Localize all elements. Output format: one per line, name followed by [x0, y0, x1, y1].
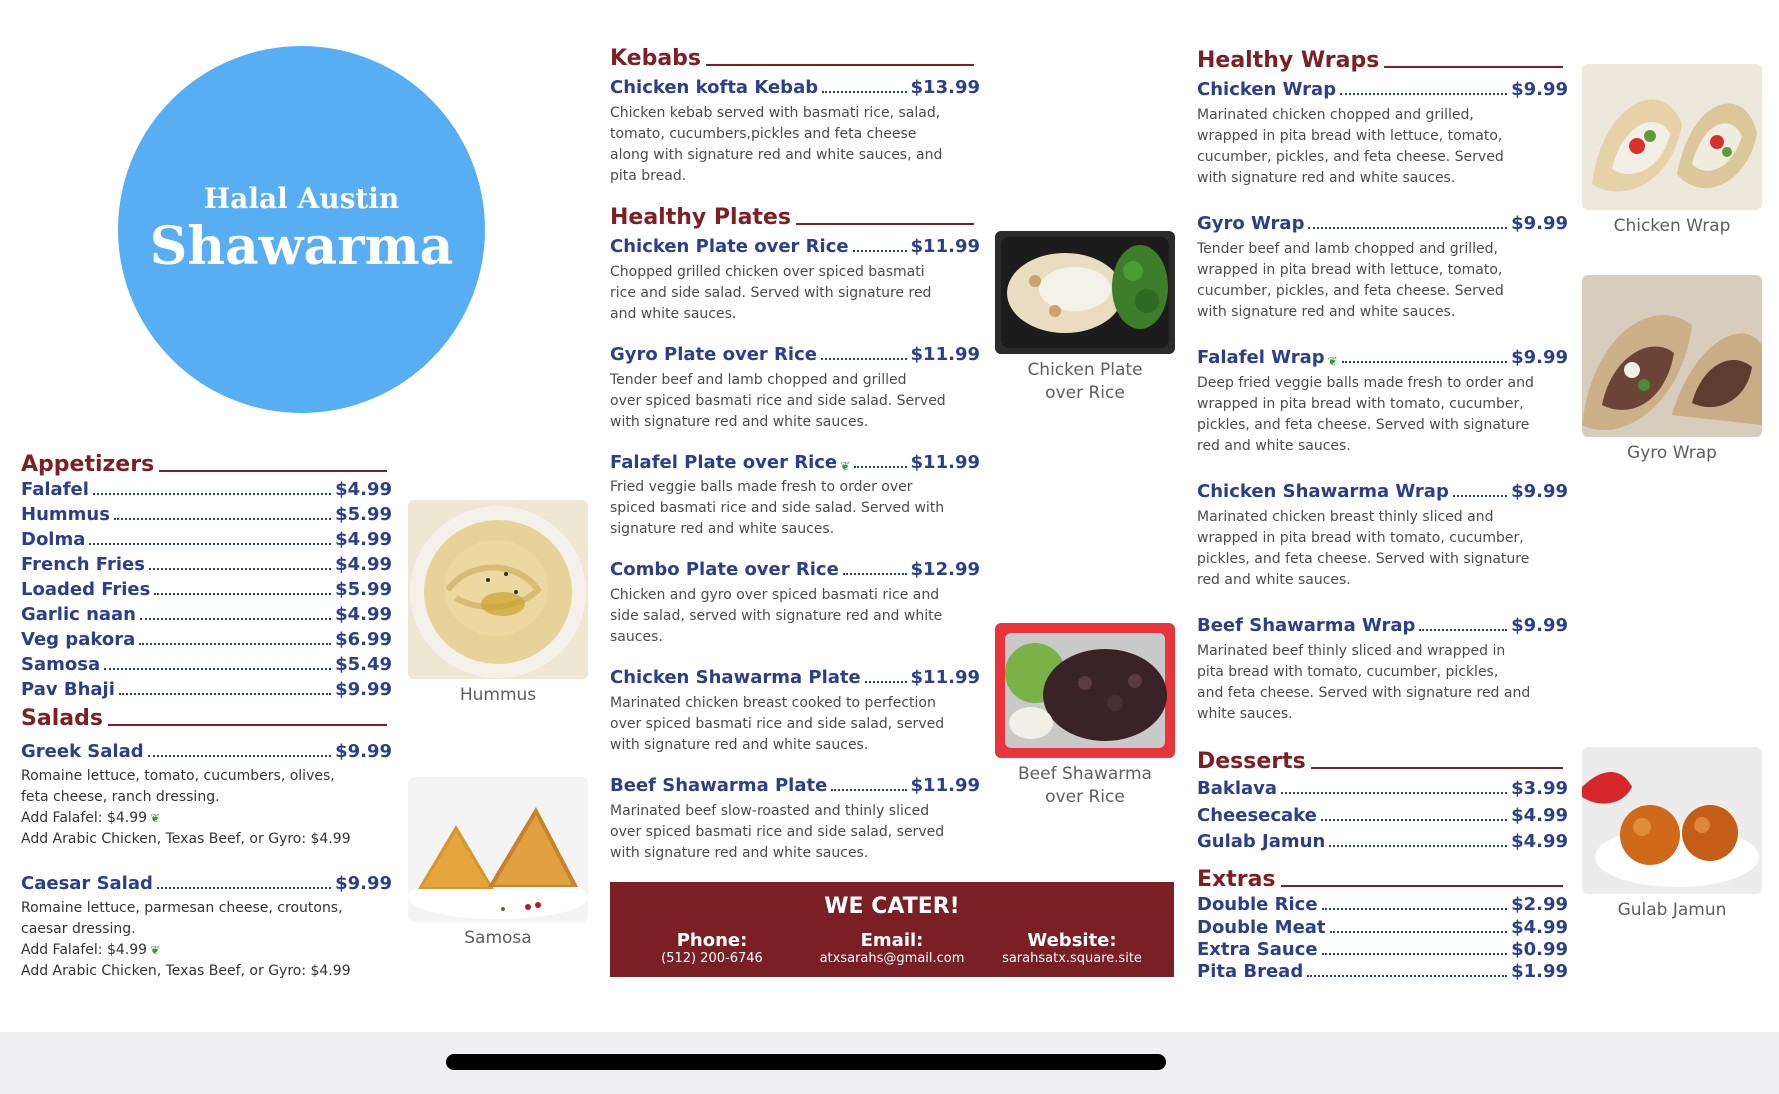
catering-website: [992, 930, 1152, 966]
extras-heading: Extras: [1197, 866, 1563, 892]
chicken-wrap-caption: Chicken Wrap: [1613, 216, 1731, 236]
gyro-plate-description: Tender beef and lamb chopped and grilled over spiced basmati rice and side salad. Served with signature red and white sauces.: [610, 372, 946, 430]
gyro-wrap-image: [1582, 275, 1762, 437]
menu-item-gulab-jamun: Gulab Jamun $4.99: [1197, 831, 1568, 852]
catering-email: [812, 930, 972, 966]
menu-item-dolma: Dolma $4.99: [21, 529, 392, 550]
gulab-jamun-caption: Gulab Jamun: [1617, 900, 1727, 920]
gulab-jamun-image: [1582, 747, 1762, 894]
chicken-plate-image: [995, 231, 1175, 354]
website-link[interactable]: sarahsatx.square.site: [1002, 951, 1142, 966]
menu-item-samosa: Samosa $5.49: [21, 654, 392, 675]
menu-item-chicken-shawarma-plate: Chicken Shawarma Plate $11.99: [610, 667, 980, 688]
hummus-caption: Hummus: [459, 685, 537, 705]
menu-item-double-meat: Double Meat $4.99: [1197, 917, 1568, 938]
chicken-plate-caption: Chicken Plate over Rice: [1027, 360, 1143, 403]
menu-item-beef-shawarma-wrap: Beef Shawarma Wrap $9.99: [1197, 615, 1568, 636]
falafel-wrap-description: Deep fried veggie balls made fresh to order and wrapped in pita bread with tomato, cucumber, pickles, and feta cheese. Served with signature red and white sauces.: [1197, 375, 1534, 454]
logo-top-text: Halal Austin: [203, 182, 400, 215]
menu-item-chicken-shawarma-wrap: Chicken Shawarma Wrap $9.99: [1197, 481, 1568, 502]
falafel-plate-description: Fried veggie balls made fresh to order over spiced basmati rice and side salad. Served with signature red and white sauces.: [610, 479, 945, 537]
samosa-caption: Samosa: [464, 928, 532, 948]
menu-item-falafel-wrap: Falafel Wrap ❦ $9.99: [1197, 347, 1568, 368]
chicken-kofta-kebab-description: Chicken kebab served with basmati rice, salad, tomato, cucumbers,pickles and feta cheese along with signature red and white sauces, and pita bread.: [610, 105, 943, 184]
caesar-salad-add-meat: Add Arabic Chicken, Texas Beef, or Gyro: $4.99: [21, 963, 351, 979]
beef-shawarma-plate-description: Marinated beef slow-roasted and thinly sliced over spiced basmati rice and side salad, served with signature red and white sauces.: [610, 803, 945, 861]
hummus-image: [408, 500, 588, 679]
menu-item-extra-sauce: Extra Sauce $0.99: [1197, 939, 1568, 960]
menu-item-chicken-kofta-kebab: Chicken kofta Kebab $13.99: [610, 77, 980, 98]
beef-shawarma-caption: Beef Shawarma over Rice: [1018, 764, 1152, 807]
desserts-heading: Desserts: [1197, 748, 1563, 774]
menu-item-greek-salad: Greek Salad $9.99: [21, 741, 392, 762]
menu-item-chicken-plate: Chicken Plate over Rice $11.99: [610, 236, 980, 257]
menu-item-gyro-wrap: Gyro Wrap $9.99: [1197, 213, 1568, 234]
phone-label: Phone:: [676, 930, 748, 951]
samosa-image: [408, 777, 588, 922]
kebabs-heading: Kebabs: [610, 45, 974, 71]
catering-title: WE CATER!: [824, 894, 960, 919]
healthy-wraps-heading: Healthy Wraps: [1197, 47, 1563, 73]
gyro-wrap-caption: Gyro Wrap: [1627, 443, 1717, 463]
beef-shawarma-image: [995, 623, 1175, 758]
chicken-shawarma-plate-description: Marinated chicken breast cooked to perfection over spiced basmati rice and side salad, served with signature red and white sauces.: [610, 695, 945, 753]
menu-item-combo-plate: Combo Plate over Rice $12.99: [610, 559, 980, 580]
menu-item-baklava: Baklava $3.99: [1197, 778, 1568, 799]
caesar-salad-add-falafel: Add Falafel: $4.99 ❦: [21, 942, 161, 958]
combo-plate-description: Chicken and gyro over spiced basmati rice and side salad, served with signature red and white sauces.: [610, 587, 943, 645]
gyro-wrap-description: Tender beef and lamb chopped and grilled, wrapped in pita bread with lettuce, tomato, cucumber, pickles, and feta cheese. Served with signature red and white sauces.: [1197, 241, 1504, 320]
catering-phone: [632, 930, 792, 966]
menu-item-garlic-naan: Garlic naan $4.99: [21, 604, 392, 625]
phone-number[interactable]: (512) 200-6746: [661, 951, 763, 966]
menu-item-chicken-wrap: Chicken Wrap $9.99: [1197, 79, 1568, 100]
appetizers-heading: Appetizers: [21, 451, 387, 477]
home-indicator[interactable]: [446, 1054, 1166, 1070]
chicken-wrap-description: Marinated chicken chopped and grilled, wrapped in pita bread with lettuce, tomato, cucumber, pickles, and feta cheese. Served with signature red and white sauces.: [1197, 107, 1504, 186]
email-label: Email:: [860, 930, 924, 951]
salads-heading: Salads: [21, 705, 387, 731]
catering-banner: [610, 882, 1174, 977]
caesar-salad-description: Romaine lettuce, parmesan cheese, croutons, caesar dressing.: [21, 900, 343, 937]
logo-main-text: Shawarma: [149, 216, 454, 277]
greek-salad-add-meat: Add Arabic Chicken, Texas Beef, or Gyro: $4.99: [21, 831, 351, 847]
chicken-plate-description: Chopped grilled chicken over spiced basmati rice and side salad. Served with signature red and white sauces.: [610, 264, 932, 322]
chicken-shawarma-wrap-description: Marinated chicken breast thinly sliced and wrapped in pita bread with tomato, cucumber, pickles, and feta cheese. Served with signature red and white sauces.: [1197, 509, 1530, 588]
menu-item-pav-bhaji: Pav Bhaji $9.99: [21, 679, 392, 700]
menu-item-caesar-salad: Caesar Salad $9.99: [21, 873, 392, 894]
website-label: Website:: [1027, 930, 1117, 951]
menu-item-beef-shawarma-plate: Beef Shawarma Plate $11.99: [610, 775, 980, 796]
healthy-plates-heading: Healthy Plates: [610, 204, 974, 230]
menu-item-gyro-plate: Gyro Plate over Rice $11.99: [610, 344, 980, 365]
menu-item-falafel-plate: Falafel Plate over Rice ❦ $11.99: [610, 452, 980, 473]
menu-item-cheesecake: Cheesecake $4.99: [1197, 805, 1568, 826]
menu-item-falafel: Falafel $4.99: [21, 479, 392, 500]
menu-item-french-fries: French Fries $4.99: [21, 554, 392, 575]
menu-item-loaded-fries: Loaded Fries $5.99: [21, 579, 392, 600]
menu-item-veg-pakora: Veg pakora $6.99: [21, 629, 392, 650]
beef-shawarma-wrap-description: Marinated beef thinly sliced and wrapped in pita bread with tomato, cucumber, pickles, and feta cheese. Served with signature red and white sauces.: [1197, 643, 1531, 722]
greek-salad-description: Romaine lettuce, tomato, cucumbers, olives, feta cheese, ranch dressing.: [21, 768, 335, 805]
chicken-wrap-image: [1582, 64, 1762, 210]
greek-salad-add-falafel: Add Falafel: $4.99 ❦: [21, 810, 161, 826]
menu-item-pita-bread: Pita Bread $1.99: [1197, 961, 1568, 982]
menu-item-hummus: Hummus $5.99: [21, 504, 392, 525]
menu-item-double-rice: Double Rice $2.99: [1197, 894, 1568, 915]
brand-logo: [118, 46, 485, 413]
email-link[interactable]: atxsarahs@gmail.com: [819, 951, 965, 966]
